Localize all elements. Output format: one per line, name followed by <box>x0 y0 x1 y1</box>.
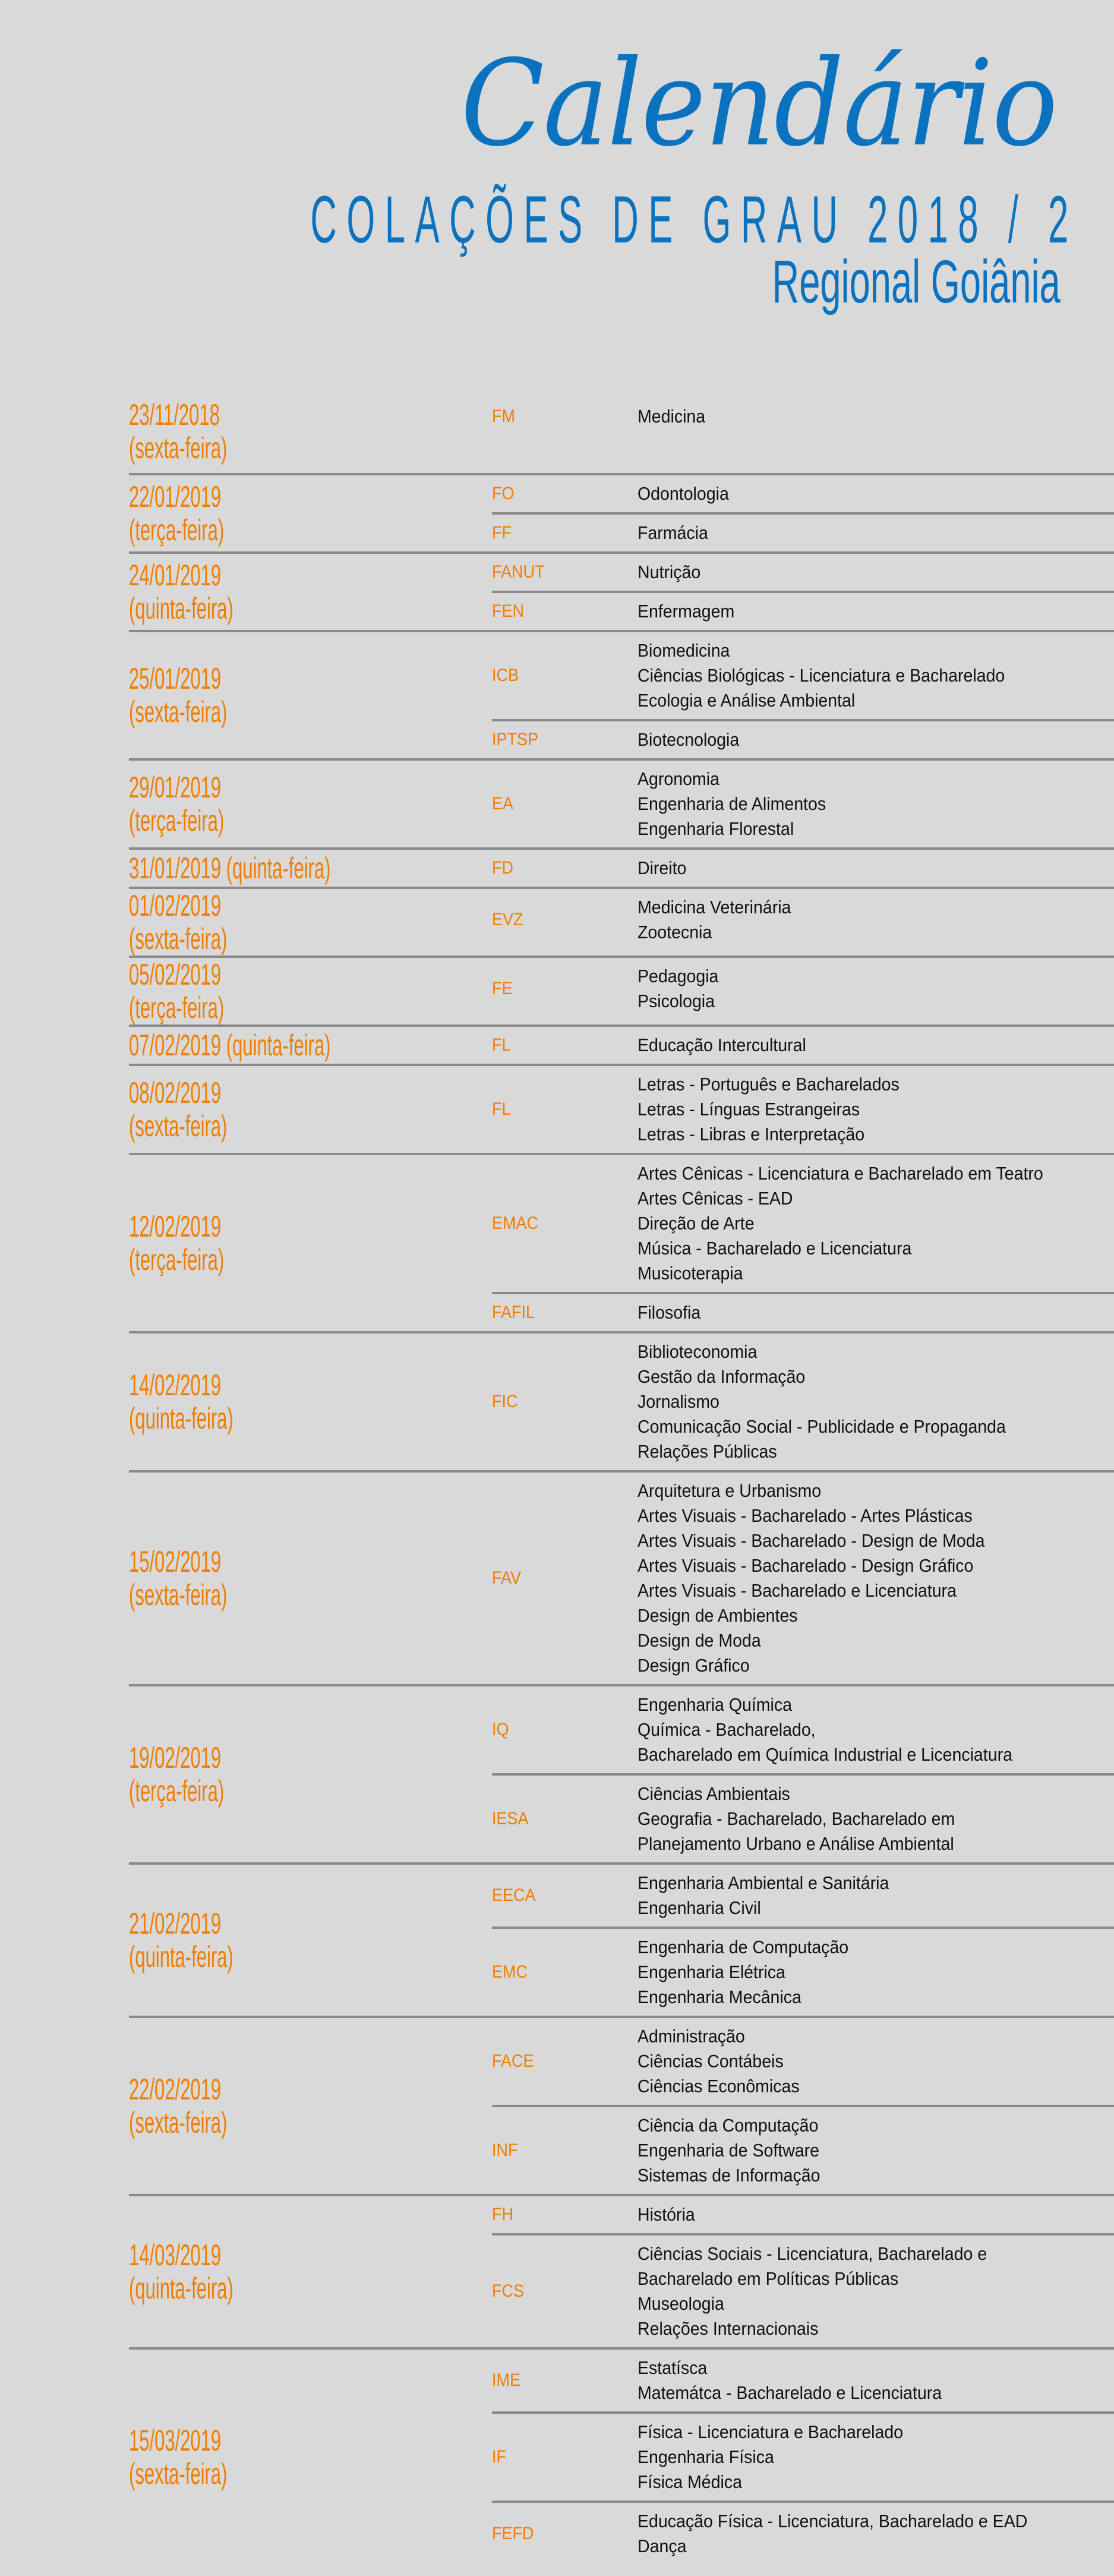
unit-code <box>492 406 638 427</box>
course-list <box>638 964 1114 1014</box>
unit-row <box>492 850 1114 887</box>
weekday-text: (quinta-feira) <box>129 592 233 625</box>
date-block <box>129 632 1114 761</box>
unit-code <box>492 562 638 582</box>
course-list <box>638 2509 1114 2559</box>
unit-code-text: ICB <box>492 666 519 685</box>
unit-row <box>492 2196 1114 2236</box>
ceremony-date <box>129 398 492 473</box>
unit-groups <box>492 398 1114 473</box>
course-list <box>638 727 1114 752</box>
unit-code-text: INF <box>492 2140 518 2160</box>
unit-code-text: IF <box>492 2447 507 2467</box>
unit-code-text: FL <box>492 1035 511 1055</box>
unit-code <box>492 2140 638 2161</box>
date-text: 05/02/2019 <box>129 958 222 991</box>
unit-row <box>492 1776 1114 1862</box>
course-list <box>638 2420 1114 2495</box>
ceremony-date <box>129 1865 492 2016</box>
unit-row <box>492 2503 1114 2565</box>
unit-code <box>492 1886 638 1906</box>
course-name: Engenharia Física <box>638 2446 774 2467</box>
date-text: 14/03/2019 <box>129 2238 222 2272</box>
weekday-text: (terça-feira) <box>129 1243 225 1276</box>
unit-code <box>492 730 638 750</box>
ceremony-date <box>129 850 492 887</box>
weekday-text: (quinta-feira) <box>129 1940 233 1973</box>
course-name: Química - Bacharelado, <box>638 1719 816 1740</box>
date-text: 23/11/2018 <box>129 398 220 431</box>
course-list <box>638 404 1114 429</box>
unit-row <box>492 1294 1114 1331</box>
date-with-weekday: 07/02/2019 (quinta-feira) <box>129 1029 331 1062</box>
unit-groups <box>492 2350 1114 2565</box>
date-block <box>129 2196 1114 2350</box>
course-list <box>638 638 1114 713</box>
course-name: Zootecnia <box>638 922 712 942</box>
unit-groups <box>492 1686 1114 1862</box>
weekday-text: (sexta-feira) <box>129 431 228 465</box>
unit-code-text: FAFIL <box>492 1303 535 1322</box>
unit-code-text: FAV <box>492 1568 522 1588</box>
course-name: Letras - Libras e Interpretação <box>638 1124 865 1144</box>
course-name: Enfermagem <box>638 601 735 622</box>
course-name: Engenharia de Computação <box>638 1937 849 1957</box>
course-list <box>638 521 1114 546</box>
unit-code <box>492 2524 638 2544</box>
unit-code <box>492 794 638 814</box>
unit-groups <box>492 958 1114 1024</box>
unit-groups <box>492 475 1114 551</box>
unit-code-text: IQ <box>492 1720 509 1739</box>
unit-groups <box>492 1155 1114 1331</box>
date-text: 01/02/2019 <box>129 889 222 922</box>
course-list <box>638 1935 1114 2010</box>
course-name: Engenharia Química <box>638 1694 793 1715</box>
unit-row <box>492 1865 1114 1929</box>
weekday-text: (sexta-feira) <box>129 695 228 729</box>
date-text: 29/01/2019 <box>129 771 222 804</box>
course-name: Engenharia Elétrica <box>638 1962 785 1982</box>
course-name: Musicoterapia <box>638 1263 743 1284</box>
course-list <box>638 481 1114 506</box>
unit-groups <box>492 1865 1114 2016</box>
date-text: 22/02/2019 <box>129 2073 222 2106</box>
unit-row <box>492 554 1114 593</box>
unit-code-text: FACE <box>492 2051 534 2071</box>
unit-row <box>492 1155 1114 1294</box>
course-name: Ciências Ambientais <box>638 1783 790 1804</box>
ceremony-date <box>129 2196 492 2347</box>
page-header <box>0 34 1078 316</box>
unit-row <box>492 889 1114 951</box>
region-label: Regional Goiânia <box>772 248 1061 316</box>
weekday-text: (sexta-feira) <box>129 922 228 956</box>
course-name: Engenharia Civil <box>638 1897 761 1918</box>
unit-code <box>492 2051 638 2071</box>
unit-code-text: FEN <box>492 601 524 621</box>
course-name: Física Médica <box>638 2471 742 2492</box>
course-name: Medicina <box>638 406 706 427</box>
ceremony-date <box>129 632 492 758</box>
date-block <box>129 475 1114 554</box>
unit-row <box>492 593 1114 630</box>
course-name: Gestão da Informação <box>638 1366 806 1387</box>
ceremony-date <box>129 1686 492 1862</box>
weekday-text: (terça-feira) <box>129 804 225 837</box>
unit-code-text: EA <box>492 794 514 814</box>
date-text: 15/02/2019 <box>129 1545 222 1578</box>
date-block <box>129 1686 1114 1865</box>
date-block <box>129 1066 1114 1155</box>
weekday-text: (terça-feira) <box>129 1774 225 1808</box>
date-text: 19/02/2019 <box>129 1741 222 1774</box>
date-block <box>129 398 1114 475</box>
date-block <box>129 761 1114 850</box>
weekday-text: (sexta-feira) <box>129 2457 228 2490</box>
course-name: Relações Internacionais <box>638 2318 819 2339</box>
unit-groups <box>492 1333 1114 1470</box>
course-list <box>638 1033 1114 1058</box>
course-name: Ciência da Computação <box>638 2115 819 2136</box>
unit-row <box>492 2414 1114 2503</box>
course-name: Engenharia de Software <box>638 2140 820 2161</box>
unit-code-text: EMC <box>492 1962 528 1982</box>
unit-code <box>492 858 638 878</box>
date-with-weekday: 31/01/2019 (quinta-feira) <box>129 852 331 885</box>
unit-row <box>492 475 1114 515</box>
unit-row <box>492 1027 1114 1064</box>
course-name: Sistemas de Informação <box>638 2165 820 2186</box>
course-name: Engenharia de Alimentos <box>638 793 826 814</box>
course-name: Biomedicina <box>638 640 730 661</box>
date-text: 12/02/2019 <box>129 1210 222 1243</box>
ceremony-date <box>129 1027 492 1064</box>
unit-code <box>492 601 638 622</box>
date-block <box>129 1333 1114 1473</box>
course-name: Artes Visuais - Bacharelado e Licenciatura <box>638 1580 957 1601</box>
course-list <box>638 1161 1114 1286</box>
unit-code <box>492 1568 638 1588</box>
course-name: Direito <box>638 857 687 878</box>
ceremony-date <box>129 1473 492 1684</box>
course-name: Artes Visuais - Bacharelado - Artes Plásticas <box>638 1505 973 1526</box>
unit-code-text: IESA <box>492 1809 529 1828</box>
course-name: Ciências Sociais - Licenciatura, Bacharelado e <box>638 2243 987 2264</box>
course-list <box>638 2356 1114 2405</box>
course-name: Letras - Línguas Estrangeiras <box>638 1099 860 1120</box>
course-name: Engenharia Ambiental e Sanitária <box>638 1872 889 1893</box>
unit-groups <box>492 850 1114 887</box>
course-name: Planejamento Urbano e Análise Ambiental <box>638 1833 954 1854</box>
unit-code-text: EVZ <box>492 910 523 929</box>
unit-code-text: FO <box>492 484 515 503</box>
page-subtitle: COLAÇÕES DE GRAU 2018 / 2 <box>310 182 1078 257</box>
course-name: Artes Cênicas - EAD <box>638 1188 793 1209</box>
date-block <box>129 1027 1114 1066</box>
unit-code-text: EECA <box>492 1886 536 1905</box>
course-name: Geografia - Bacharelado, Bacharelado em <box>638 1808 955 1829</box>
graduation-schedule-table <box>129 398 1114 2565</box>
unit-code <box>492 2281 638 2301</box>
unit-code-text: FD <box>492 858 513 878</box>
unit-code <box>492 910 638 930</box>
course-name: Bacharelado em Políticas Públicas <box>638 2268 899 2289</box>
course-name: Medicina Veterinária <box>638 897 791 917</box>
unit-row <box>492 398 1114 435</box>
unit-code <box>492 1035 638 1055</box>
unit-groups <box>492 889 1114 956</box>
ceremony-date <box>129 2018 492 2194</box>
unit-row <box>492 1929 1114 2016</box>
weekday-text: (quinta-feira) <box>129 2272 233 2305</box>
ceremony-date <box>129 761 492 847</box>
unit-code-text: FE <box>492 979 513 998</box>
course-name: Engenharia Florestal <box>638 818 794 839</box>
course-name: Design de Moda <box>638 1630 761 1651</box>
unit-row <box>492 632 1114 721</box>
date-text: 08/02/2019 <box>129 1076 222 1109</box>
unit-code-text: FIC <box>492 1392 518 1411</box>
unit-code <box>492 2447 638 2467</box>
course-list <box>638 1072 1114 1147</box>
course-name: Farmácia <box>638 522 708 543</box>
weekday-text: (sexta-feira) <box>129 1578 228 1612</box>
course-name: Ciências Contábeis <box>638 2051 784 2071</box>
course-name: Arquitetura e Urbanismo <box>638 1480 822 1501</box>
ceremony-date <box>129 1333 492 1470</box>
weekday-text: (quinta-feira) <box>129 1402 233 1435</box>
unit-groups <box>492 632 1114 758</box>
course-name: Artes Cênicas - Licenciatura e Bacharelado em Teatro <box>638 1163 1043 1184</box>
course-name: Estatísca <box>638 2357 708 2378</box>
unit-groups <box>492 1027 1114 1064</box>
unit-code-text: FCS <box>492 2281 524 2301</box>
unit-code <box>492 1962 638 1982</box>
date-text: 15/03/2019 <box>129 2424 222 2457</box>
course-name: Direção de Arte <box>638 1213 755 1234</box>
course-list <box>638 1782 1114 1856</box>
course-name: Comunicação Social - Publicidade e Propaganda <box>638 1416 1006 1437</box>
unit-code <box>492 1303 638 1323</box>
unit-row <box>492 958 1114 1020</box>
course-name: Ecologia e Análise Ambiental <box>638 690 856 711</box>
course-name: Psicologia <box>638 991 715 1011</box>
course-name: Física - Licenciatura e Bacharelado <box>638 2421 904 2442</box>
unit-row <box>492 1473 1114 1684</box>
ceremony-date <box>129 1066 492 1153</box>
course-name: Educação Física - Licenciatura, Bacharelado e EAD <box>638 2511 1028 2531</box>
unit-code-text: IME <box>492 2370 521 2390</box>
course-name: Matemátca - Bacharelado e Licenciatura <box>638 2382 942 2403</box>
course-name: Nutrição <box>638 562 701 582</box>
course-list <box>638 1300 1114 1325</box>
course-name: Bacharelado em Química Industrial e Licenciatura <box>638 1744 1012 1765</box>
course-name: Jornalismo <box>638 1391 719 1412</box>
course-name: Design de Ambientes <box>638 1605 798 1626</box>
unit-code <box>492 523 638 543</box>
unit-row <box>492 1333 1114 1470</box>
course-name: Odontologia <box>638 483 729 504</box>
course-name: Ciências Econômicas <box>638 2076 800 2096</box>
weekday-text: (terça-feira) <box>129 991 225 1024</box>
course-name: Relações Públicas <box>638 1441 777 1462</box>
date-block <box>129 1473 1114 1686</box>
course-name: Biotecnologia <box>638 729 740 750</box>
ceremony-date <box>129 2350 492 2565</box>
date-text: 21/02/2019 <box>129 1907 222 1940</box>
course-name: Música - Bacharelado e Licenciatura <box>638 1238 912 1259</box>
date-text: 22/01/2019 <box>129 480 222 513</box>
course-name: Pedagogia <box>638 966 719 986</box>
page-title: Calendário <box>460 34 1057 173</box>
unit-groups <box>492 554 1114 630</box>
course-list <box>638 2024 1114 2099</box>
unit-row <box>492 721 1114 758</box>
ceremony-date <box>129 958 492 1024</box>
unit-row <box>492 2018 1114 2107</box>
unit-row <box>492 2350 1114 2414</box>
unit-row <box>492 1686 1114 1776</box>
course-name: Museologia <box>638 2293 724 2314</box>
unit-row <box>492 761 1114 847</box>
unit-row <box>492 515 1114 551</box>
course-list <box>638 2202 1114 2227</box>
ceremony-date <box>129 475 492 551</box>
weekday-text: (sexta-feira) <box>129 1109 228 1143</box>
course-name: Biblioteconomia <box>638 1341 758 1362</box>
course-name: Design Gráfico <box>638 1655 750 1676</box>
course-list <box>638 1339 1114 1464</box>
unit-groups <box>492 1066 1114 1153</box>
course-list <box>638 895 1114 945</box>
date-block <box>129 850 1114 889</box>
unit-row <box>492 2107 1114 2194</box>
weekday-text: (terça-feira) <box>129 513 225 547</box>
date-block <box>129 958 1114 1027</box>
unit-code-text: FH <box>492 2205 513 2224</box>
course-list <box>638 560 1114 585</box>
unit-code-text: FEFD <box>492 2524 534 2543</box>
date-text: 24/01/2019 <box>129 559 222 592</box>
course-name: História <box>638 2204 695 2225</box>
date-block <box>129 554 1114 632</box>
unit-code-text: FANUT <box>492 562 545 582</box>
unit-code <box>492 484 638 504</box>
unit-code <box>492 1720 638 1740</box>
ceremony-date <box>129 554 492 630</box>
course-name: Artes Visuais - Bacharelado - Design de Moda <box>638 1530 985 1551</box>
course-name: Letras - Português e Bacharelados <box>638 1074 900 1095</box>
unit-code <box>492 1099 638 1120</box>
date-block <box>129 1155 1114 1333</box>
date-text: 25/01/2019 <box>129 662 222 695</box>
date-block <box>129 2350 1114 2565</box>
unit-code <box>492 979 638 999</box>
course-name: Ciências Biológicas - Licenciatura e Bacharelado <box>638 665 1005 686</box>
unit-code <box>492 2205 638 2225</box>
course-list <box>638 2113 1114 2188</box>
unit-code-text: FL <box>492 1099 511 1119</box>
course-list <box>638 1692 1114 1767</box>
unit-groups <box>492 2196 1114 2347</box>
unit-code-text: FF <box>492 523 512 543</box>
course-name: Dança <box>638 2536 687 2556</box>
date-block <box>129 1865 1114 2018</box>
unit-groups <box>492 1473 1114 1684</box>
unit-code <box>492 1213 638 1234</box>
course-list <box>638 599 1114 624</box>
course-name: Administração <box>638 2026 745 2047</box>
course-list <box>638 1871 1114 1921</box>
weekday-text: (sexta-feira) <box>129 2106 228 2139</box>
course-name: Filosofia <box>638 1302 701 1323</box>
course-list <box>638 856 1114 881</box>
unit-code <box>492 1809 638 1829</box>
unit-row <box>492 1066 1114 1153</box>
course-name: Engenharia Mecânica <box>638 1987 801 2007</box>
unit-code-text: FM <box>492 406 515 426</box>
course-name: Agronomia <box>638 768 719 789</box>
ceremony-date <box>129 1155 492 1331</box>
unit-code <box>492 2370 638 2391</box>
course-name: Educação Intercultural <box>638 1035 806 1055</box>
course-list <box>638 2241 1114 2341</box>
date-block <box>129 889 1114 958</box>
unit-code <box>492 1392 638 1412</box>
unit-code <box>492 666 638 686</box>
unit-code-text: EMAC <box>492 1213 539 1233</box>
unit-groups <box>492 2018 1114 2194</box>
unit-code-text: IPTSP <box>492 730 539 749</box>
unit-groups <box>492 761 1114 847</box>
course-name: Artes Visuais - Bacharelado - Design Gráfico <box>638 1555 974 1576</box>
date-text: 14/02/2019 <box>129 1369 222 1402</box>
date-block <box>129 2018 1114 2196</box>
ceremony-date <box>129 889 492 956</box>
course-list <box>638 1478 1114 1678</box>
unit-row <box>492 2236 1114 2347</box>
course-list <box>638 767 1114 841</box>
